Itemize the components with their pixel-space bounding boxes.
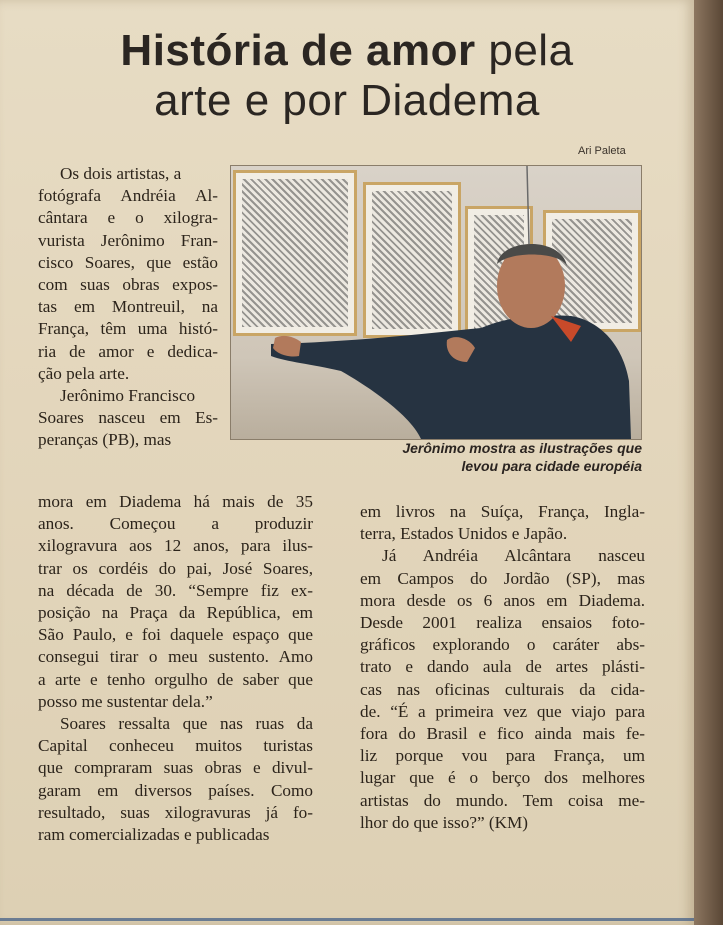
text-line: garam em diversos países. Como (38, 780, 313, 800)
text-line: trar os cordéis do pai, José Soares, (38, 558, 313, 578)
text-line: tas em Montreuil, na (38, 297, 218, 317)
headline (0, 26, 694, 126)
text-line: na década de 30. “Sempre fiz ex- (38, 580, 313, 600)
text-line: anos. Começou a produzir (38, 514, 313, 534)
text-line: ram comercializadas e publicadas (38, 825, 270, 845)
text-line: vurista Jerônimo Fran- (38, 230, 218, 250)
text-line: gráficos explorando o caráter abs- (360, 635, 645, 655)
text-line: que compraram suas obras e divul- (38, 758, 313, 778)
text-line: posso me sustentar dela.” (38, 691, 213, 711)
text-line: fotógrafa Andréia Al- (38, 186, 218, 206)
photo-credit: Ari Paleta (578, 145, 626, 157)
text-line: mora desde os 6 anos em Diadema. (360, 590, 645, 610)
caption-line-2: levou para cidade européia (461, 458, 642, 474)
text-line: cisco Soares, que estão (38, 252, 218, 272)
article-column-left-top (38, 163, 218, 452)
text-line: peranças (PB), mas (38, 430, 172, 450)
text-line: de. “É a primeira vez que viajo para (360, 701, 645, 721)
text-line: posição na Praça da República, em (38, 603, 313, 623)
photo-caption (300, 439, 642, 475)
text-line: lhor do que isso?” (KM) (360, 812, 529, 832)
text-line: Capital conheceu muitos turistas (38, 736, 313, 756)
headline-line-1 (0, 26, 694, 76)
page-edge-shadow (694, 0, 723, 925)
caption-line-1: Jerônimo mostra as ilustrações que (402, 440, 642, 456)
text-line: trato e dando aula de artes plásti- (360, 657, 645, 677)
text-line: Soares nasceu em Es- (38, 408, 218, 428)
headline-bold: História de amor (120, 26, 476, 75)
text-line: xilogravura aos 12 anos, para ilus- (38, 536, 313, 556)
text-line: em livros na Suíça, França, Ingla- (360, 502, 645, 521)
headline-line-2: arte e por Diadema (154, 76, 540, 125)
text-line: Soares ressalta que nas ruas da (60, 714, 313, 734)
man-figure (231, 166, 641, 439)
text-line: ria de amor e dedica- (38, 341, 218, 361)
text-line: resultado, suas xilogravuras já fo- (38, 802, 313, 822)
text-line: consegui tirar o meu sustento. Amo (38, 647, 313, 667)
text-line: cas nas oficinas culturais da cida- (360, 679, 645, 699)
article-column-left-bottom (38, 491, 313, 846)
text-line: artistas do mundo. Tem coisa me- (360, 790, 645, 810)
bottom-rule (0, 918, 694, 921)
text-line: Desde 2001 realiza ensaios foto- (360, 613, 645, 633)
text-line: São Paulo, e foi daquele espaço que (38, 625, 313, 645)
headline-rest: pela (475, 26, 574, 75)
text-line: em Campos do Jordão (SP), mas (360, 568, 645, 588)
text-line: fora do Brasil e fico ainda mais fe- (360, 724, 645, 744)
text-line: liz porque vou para França, um (360, 746, 645, 766)
text-line: mora em Diadema há mais de 35 (38, 492, 313, 511)
text-line: França, têm uma histó- (38, 319, 218, 339)
text-line: Jerônimo Francisco (60, 386, 196, 406)
text-line: Os dois artistas, a (60, 164, 182, 183)
text-line: a arte e tenho orgulho de saber que (38, 669, 313, 689)
article-column-right-bottom (360, 501, 645, 834)
text-line: cântara e o xilogra- (38, 208, 218, 228)
text-line: com suas obras expos- (38, 275, 218, 295)
text-line: terra, Estados Unidos e Japão. (360, 524, 568, 544)
text-line: ção pela arte. (38, 363, 130, 383)
article-photo (230, 165, 642, 440)
text-line: lugar que é o berço dos melhores (360, 768, 645, 788)
text-line: Já Andréia Alcântara nasceu (382, 546, 645, 566)
